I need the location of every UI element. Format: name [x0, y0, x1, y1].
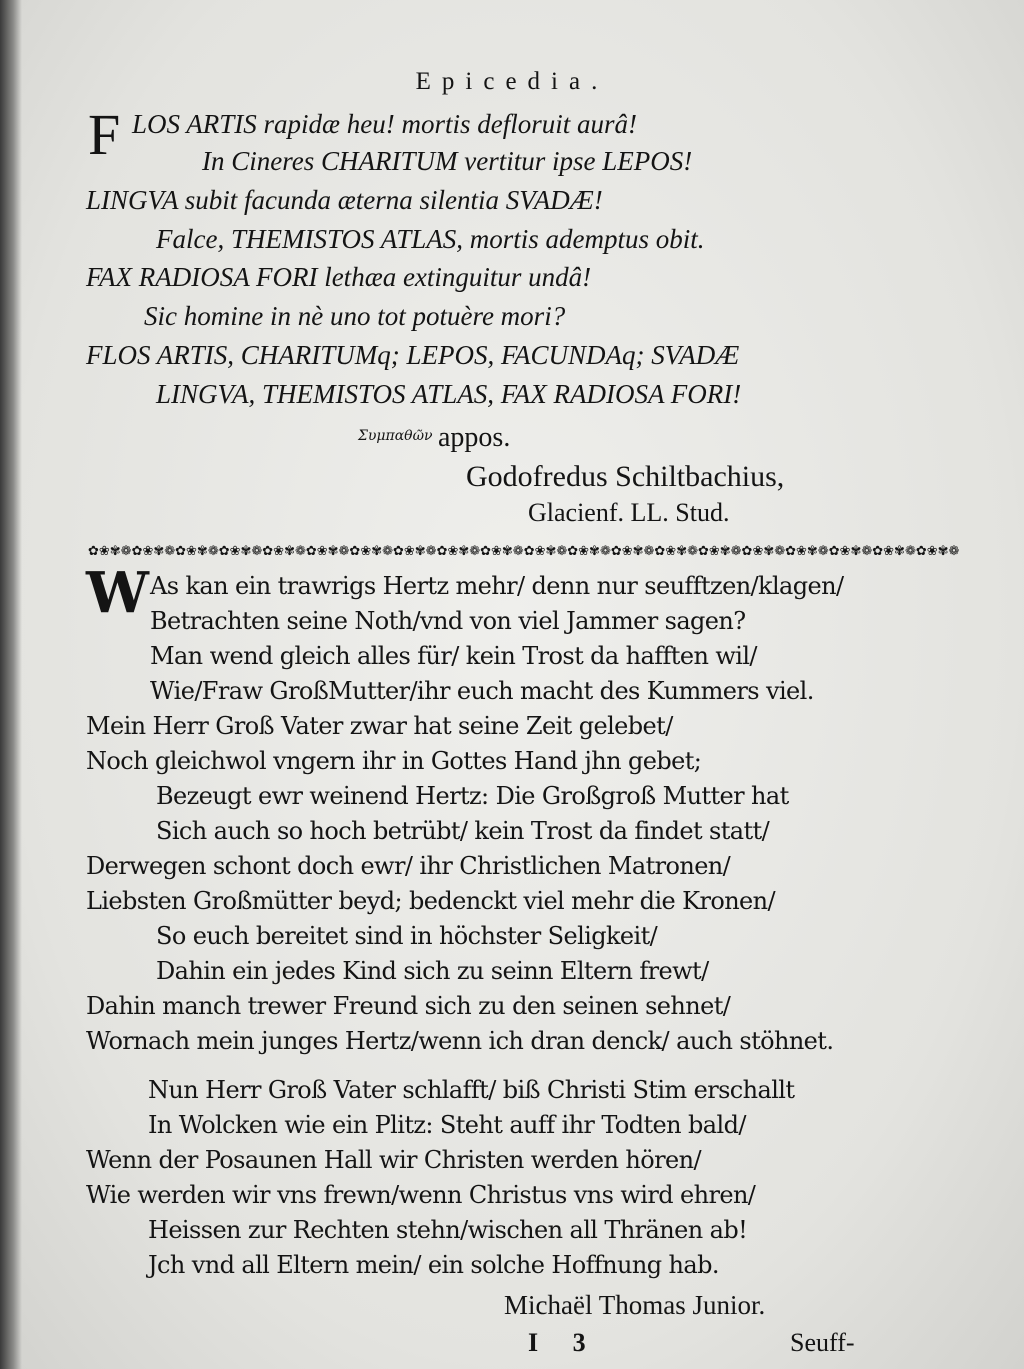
german-line: Derwegen schont doch ewr/ ihr Christlichen Matronen/ [86, 852, 731, 880]
german-line: Dahin ein jedes Kind sich zu seinn Eltern frewt/ [156, 957, 709, 985]
german-line: Heissen zur Rechten stehn/wischen all Thränen ab! [148, 1216, 748, 1244]
german-line: Dahin manch trewer Freund sich zu den seinen sehnet/ [86, 992, 731, 1020]
ornamental-divider: ✿❀✾❁✿❀✾❁✿❀✾❁✿❀✾❁✿❀✾❁✿❀✾❁✿❀✾❁✿❀✾❁✿❀✾❁✿❀✾❁✿❀✾❁✿❀✾❁✿❀✾❁✿❀✾❁✿❀✾❁✿❀✾❁✿❀✾❁✿❀✾❁✿❀✾❁✿❀✾❁ [88, 544, 960, 559]
appos-text: appos. [438, 422, 511, 453]
german-line: Noch gleichwol vngern ihr in Gottes Hand jhn gebet; [86, 747, 702, 775]
german-line: Wenn der Posaunen Hall wir Christen werden hören/ [86, 1146, 701, 1174]
german-line: Betrachten seine Noth/vnd von viel Jammer sagen? [150, 607, 746, 635]
page-edge-shadow [0, 0, 22, 1369]
latin-line: Falce, THEMISTOS ATLAS, mortis ademptus obit. [156, 224, 705, 254]
latin-line: FAX RADIOSA FORI lethæa extinguitur undâ! [86, 262, 592, 292]
latin-author-detail: Glacienf. LL. Stud. [528, 498, 730, 527]
german-line: Jch vnd all Eltern mein/ ein solche Hoffnung hab. [148, 1251, 719, 1279]
page-header: Epicedia. [415, 68, 609, 95]
german-line: Bezeugt ewr weinend Hertz: Die Großgroß Mutter hat [156, 782, 789, 810]
german-line: Liebsten Großmütter beyd; bedenckt viel mehr die Kronen/ [86, 887, 776, 915]
german-line: So euch bereitet sind in höchster Seligkeit/ [156, 922, 658, 950]
latin-line: FLOS ARTIS, CHARITUMq; LEPOS, FACUNDAq; SVADÆ [86, 340, 740, 370]
latin-line: Sic homine in nè uno tot potuère mori? [144, 301, 566, 331]
latin-line: LINGVA, THEMISTOS ATLAS, FAX RADIOSA FORI! [156, 379, 742, 409]
signature-mark: I 3 [528, 1328, 600, 1357]
greek-word: Συμπαθῶν [358, 428, 433, 444]
latin-line: In Cineres CHARITUM vertitur ipse LEPOS! [202, 146, 693, 176]
german-author-name: Michaël Thomas Junior. [504, 1290, 766, 1320]
latin-line: LINGVA subit facunda æterna silentia SVADÆ! [86, 185, 603, 215]
german-line: Wie werden wir vns frewn/wenn Christus vns wird ehren/ [86, 1181, 756, 1209]
latin-author-name: Godofredus Schiltbachius, [466, 460, 785, 493]
latin-line: LOS ARTIS rapidæ heu! mortis defloruit aurâ! [132, 109, 638, 139]
catchword: Seuff- [790, 1328, 855, 1357]
german-line: Mein Herr Groß Vater zwar hat seine Zeit gelebet/ [86, 712, 673, 740]
latin-drop-cap: F [88, 102, 121, 167]
german-line: Nun Herr Groß Vater schlafft/ biß Christi Stim erschallt [148, 1076, 795, 1104]
german-line: Wie/Fraw GroßMutter/ihr euch macht des Kummers viel. [150, 677, 814, 705]
german-drop-cap: W [86, 560, 149, 626]
german-line: In Wolcken wie ein Plitz: Steht auff ihr Todten bald/ [148, 1111, 746, 1139]
german-line: As kan ein trawrigs Hertz mehr/ denn nur seufftzen/klagen/ [150, 572, 844, 600]
german-line: Wornach mein junges Hertz/wenn ich dran denck/ auch stöhnet. [86, 1027, 834, 1055]
german-line: Man wend gleich alles für/ kein Trost da hafften wil/ [150, 642, 757, 670]
german-line: Sich auch so hoch betrübt/ kein Trost da findet statt/ [156, 817, 770, 845]
